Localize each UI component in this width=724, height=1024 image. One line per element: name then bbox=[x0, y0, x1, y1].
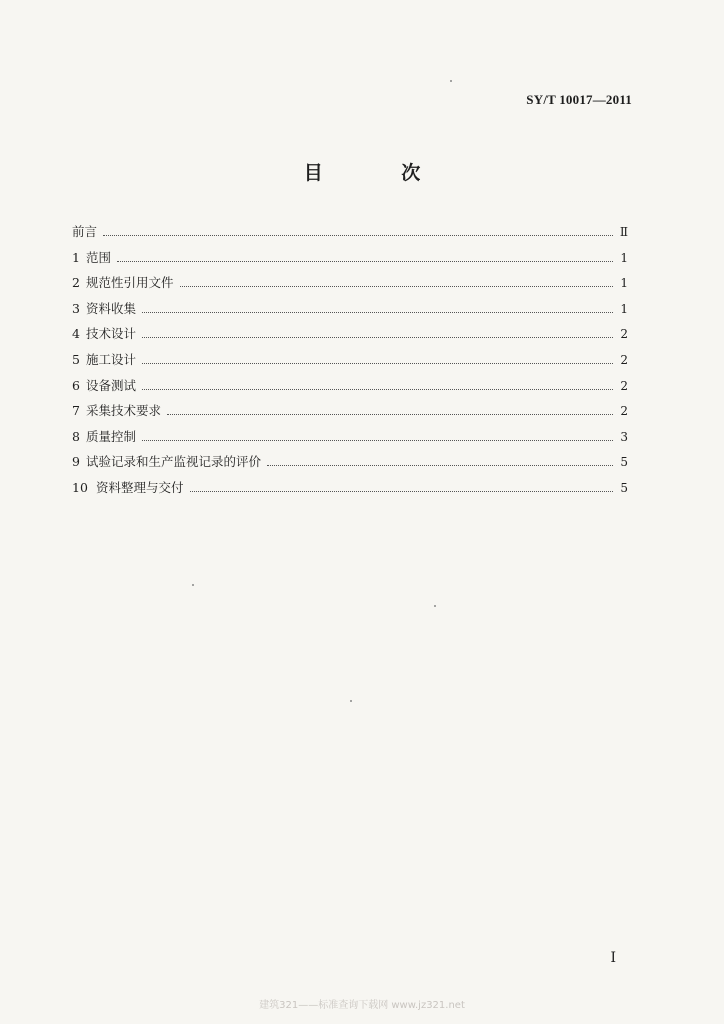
toc-entry-page: 1 bbox=[620, 250, 628, 265]
toc-entry-title: 资料收集 bbox=[86, 300, 137, 316]
toc-leader-dots bbox=[142, 337, 613, 338]
toc-leader-dots bbox=[142, 389, 613, 390]
page-title: 目 次 bbox=[303, 162, 457, 184]
toc-entry-title: 采集技术要求 bbox=[86, 403, 162, 419]
toc-entry-page: 5 bbox=[620, 455, 628, 470]
toc-entry-title: 范围 bbox=[86, 249, 112, 265]
toc-entry-number: 4 bbox=[72, 326, 80, 342]
scan-speck bbox=[434, 605, 436, 607]
toc-entry bbox=[72, 299, 628, 325]
toc-entry-page: 2 bbox=[620, 378, 628, 393]
toc-entry bbox=[72, 401, 628, 427]
scan-speck bbox=[450, 80, 452, 82]
toc-entry-number: 8 bbox=[72, 428, 80, 444]
toc-entry-number: 10 bbox=[72, 479, 88, 495]
toc-entry-page: 3 bbox=[620, 429, 628, 444]
toc-entry bbox=[72, 350, 628, 376]
watermark: 建筑321——标准查询下载网 www.jz321.net bbox=[259, 1000, 465, 1011]
scan-speck bbox=[192, 584, 194, 586]
toc-entry-title: 质量控制 bbox=[86, 428, 137, 444]
toc-entry-title: 前言 bbox=[72, 224, 98, 239]
toc-entry bbox=[72, 248, 628, 274]
toc-leader-dots bbox=[142, 312, 613, 313]
toc-entry-title: 规范性引用文件 bbox=[86, 275, 174, 291]
toc-entry bbox=[72, 452, 628, 478]
toc-entry-number: 3 bbox=[72, 300, 80, 316]
toc-entry-title: 施工设计 bbox=[86, 351, 137, 367]
toc-entry-title: 设备测试 bbox=[86, 377, 137, 393]
toc-leader-dots bbox=[142, 363, 613, 364]
standard-code: SY/T 10017—2011 bbox=[526, 92, 632, 107]
page-number: I bbox=[610, 950, 616, 966]
toc-entry bbox=[72, 376, 628, 402]
toc-entry-page: 1 bbox=[620, 301, 628, 316]
toc-entry bbox=[72, 324, 628, 350]
toc-leader-dots bbox=[117, 261, 613, 262]
table-of-contents bbox=[72, 222, 628, 504]
toc-entry-page: 2 bbox=[620, 404, 628, 419]
toc-entry-page: 2 bbox=[620, 352, 628, 367]
toc-entry-number: 7 bbox=[72, 403, 80, 419]
toc-entry-number: 6 bbox=[72, 377, 80, 393]
toc-entry-title: 试验记录和生产监视记录的评价 bbox=[86, 454, 262, 470]
toc-entry-page: 5 bbox=[620, 480, 628, 495]
toc-entry-number: 9 bbox=[72, 454, 80, 470]
toc-entry bbox=[72, 427, 628, 453]
toc-entry bbox=[72, 478, 628, 504]
toc-entry-page: 2 bbox=[620, 327, 628, 342]
toc-entry-number: 2 bbox=[72, 275, 80, 291]
toc-leader-dots bbox=[190, 491, 613, 492]
toc-leader-dots bbox=[167, 414, 613, 415]
toc-entry bbox=[72, 273, 628, 299]
toc-leader-dots bbox=[267, 465, 613, 466]
toc-leader-dots bbox=[142, 440, 613, 441]
toc-entry-page: 1 bbox=[620, 276, 628, 291]
toc-entry-title: 技术设计 bbox=[86, 326, 137, 342]
toc-entry-title: 资料整理与交付 bbox=[96, 479, 184, 495]
toc-entry-page: Ⅱ bbox=[619, 225, 628, 239]
scan-speck bbox=[350, 700, 352, 702]
toc-entry bbox=[72, 222, 628, 248]
toc-leader-dots bbox=[103, 235, 613, 236]
toc-leader-dots bbox=[180, 286, 613, 287]
toc-entry-number: 5 bbox=[72, 351, 80, 367]
toc-entry-number: 1 bbox=[72, 249, 80, 265]
